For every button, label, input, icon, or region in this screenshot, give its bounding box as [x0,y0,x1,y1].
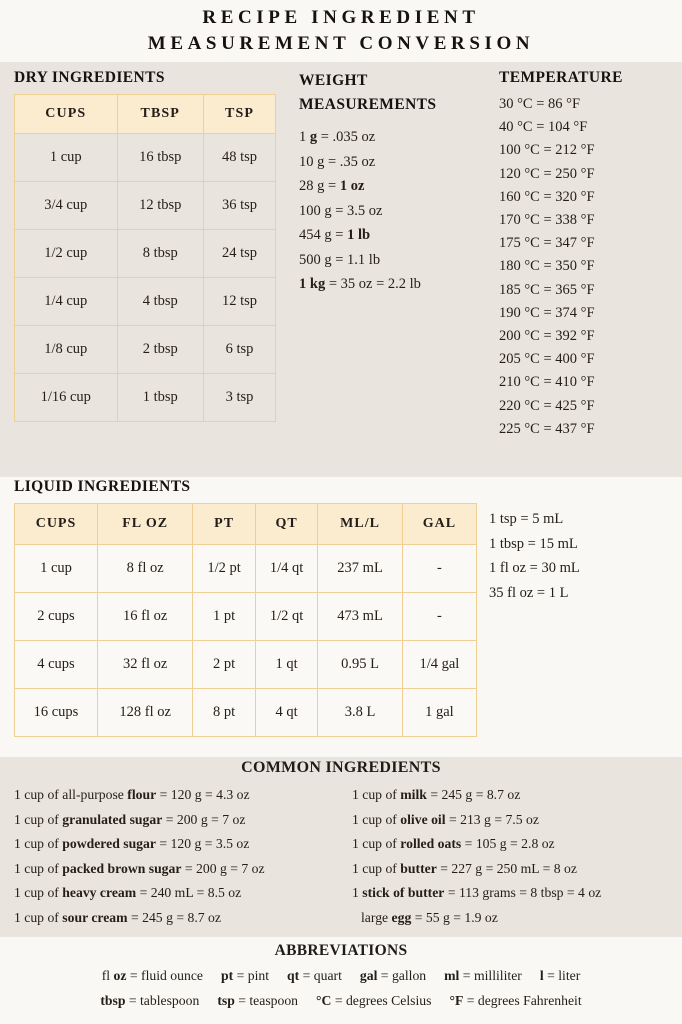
table-header-row [15,504,477,545]
emphasis: pt [220,968,234,983]
emphasis: qt [287,968,300,983]
column-header: TSP [204,95,276,134]
emphasis: gal [359,968,378,983]
liquid-ingredients-table [14,503,477,737]
table-cell: 4 cups [15,641,98,689]
weight-item: 1 g = .035 oz [299,129,376,145]
abbreviations-section [0,942,682,1013]
table-cell: 48 tsp [204,134,276,182]
table-cell: 4 qt [255,689,318,737]
table-cell: - [402,545,476,593]
abbreviation-item: l = liter [539,968,581,983]
weight-heading-line-2: MEASUREMENTS [299,96,437,113]
temperature-item: 100 °C = 212 °F [499,142,595,159]
weight-list [299,125,489,297]
abbreviation-item: pt = pint [220,968,270,983]
column-header: CUPS [15,504,98,545]
table-cell: 3 tsp [204,374,276,422]
title-line-2: MEASUREMENT CONVERSION [147,33,535,54]
page-title [0,0,682,62]
table-row [15,689,477,737]
dry-ingredients-table [14,94,276,422]
table-cell: 1/4 qt [255,545,318,593]
table-cell: 1 cup [15,134,118,182]
dry-ingredients-section [14,69,276,422]
liquid-conversion-item: 1 fl oz = 30 mL [489,560,580,576]
table-cell: 237 mL [318,545,402,593]
table-cell: 1/8 cup [15,326,118,374]
table-cell: 2 tbsp [117,326,203,374]
table-cell: 32 fl oz [97,641,192,689]
column-header: GAL [402,504,476,545]
weight-item: 10 g = .35 oz [299,153,376,170]
weight-measurements-section [299,69,489,297]
table-cell: 8 tbsp [117,230,203,278]
weight-heading-line-1: WEIGHT [299,72,368,89]
column-header: ML/L [318,504,402,545]
emphasis: l [539,968,544,983]
table-row [15,230,276,278]
emphasis: olive oil [400,811,446,827]
common-ingredient-item: 1 cup of milk = 245 g = 8.7 oz [352,787,521,802]
common-ingredient-item: 1 cup of powdered sugar = 120 g = 3.5 oz [14,836,250,852]
table-cell: 1/2 qt [255,593,318,641]
common-ingredient-item: 1 cup of all-purpose flour = 120 g = 4.3 oz [14,787,250,802]
common-ingredient-item: 1 cup of olive oil = 213 g = 7.5 oz [352,811,539,827]
abbreviation-item: fl oz = fluid ounce [101,968,203,983]
column-header: QT [255,504,318,545]
abbreviation-item: gal = gallon [359,968,427,983]
table-cell: 1/16 cup [15,374,118,422]
temperature-item: 200 °C = 392 °F [499,328,595,345]
temperature-item: 190 °C = 374 °F [499,304,595,321]
column-header: PT [193,504,256,545]
emphasis: heavy cream [62,885,137,901]
abbreviation-item: °F = degrees Fahrenheit [449,993,582,1008]
common-ingredient-item: 1 cup of granulated sugar = 200 g = 7 oz [14,811,246,827]
liquid-conversions-list [489,507,674,605]
table-cell: 1/4 gal [402,641,476,689]
abbreviations-row-2 [0,988,682,1013]
column-header: CUPS [15,95,118,134]
liquid-conversion-item: 1 tbsp = 15 mL [489,535,578,552]
table-row [15,593,477,641]
abbreviations-row-1 [0,963,682,988]
liquid-ingredients-heading: LIQUID INGREDIENTS [14,478,191,495]
abbreviation-item: qt = quart [287,968,342,983]
abbreviation-item: ml = milliliter [444,968,522,983]
common-ingredients-right-column [330,783,668,931]
common-ingredients-columns [0,783,682,931]
common-ingredient-item: 1 stick of butter = 113 grams = 8 tbsp = 4 oz [352,885,602,901]
emphasis: sour cream [62,909,128,925]
table-cell: 1/4 cup [15,278,118,326]
table-cell: 1 tbsp [117,374,203,422]
dry-ingredients-heading: DRY INGREDIENTS [14,69,165,86]
emphasis: powdered sugar [62,836,156,852]
temperature-item: 175 °C = 347 °F [499,235,595,252]
table-row [15,182,276,230]
liquid-conversion-item: 1 tsp = 5 mL [489,511,564,527]
emphasis: °C [316,993,332,1008]
emphasis: g [309,129,318,145]
emphasis: milk [400,787,427,802]
abbreviations-heading: ABBREVIATIONS [274,942,408,959]
temperature-section [499,69,679,441]
common-ingredient-item: 1 cup of heavy cream = 240 mL = 8.5 oz [14,885,242,901]
temperature-item: 205 °C = 400 °F [499,351,595,368]
table-cell: 8 pt [193,689,256,737]
temperature-item: 210 °C = 410 °F [499,374,595,391]
table-cell: 8 fl oz [97,545,192,593]
table-cell: 3/4 cup [15,182,118,230]
table-cell: 6 tsp [204,326,276,374]
common-ingredient-item: large egg = 55 g = 1.9 oz [361,909,498,925]
emphasis: granulated sugar [62,811,163,827]
table-cell: 0.95 L [318,641,402,689]
common-ingredients-heading: COMMON INGREDIENTS [241,759,441,776]
table-cell: 1 pt [193,593,256,641]
table-row [15,374,276,422]
table-row [15,134,276,182]
emphasis: tbsp [100,993,126,1008]
table-cell: 16 cups [15,689,98,737]
liquid-ingredients-section [14,478,477,737]
temperature-item: 220 °C = 425 °F [499,397,595,414]
table-cell: 36 tsp [204,182,276,230]
weight-item: 500 g = 1.1 lb [299,251,381,268]
common-ingredient-item: 1 cup of packed brown sugar = 200 g = 7 oz [14,860,265,876]
emphasis: flour [127,787,157,802]
table-cell: 473 mL [318,593,402,641]
table-cell: 1 gal [402,689,476,737]
emphasis: oz [113,968,127,983]
liquid-conversion-item: 35 fl oz = 1 L [489,584,569,601]
temperature-item: 30 °C = 86 °F [499,96,581,112]
emphasis: 1 lb [347,227,371,243]
table-cell: 12 tbsp [117,182,203,230]
temperature-list [499,93,679,441]
emphasis: 1 kg [299,276,326,292]
weight-item: 454 g = 1 lb [299,227,371,243]
common-ingredient-item: 1 cup of butter = 227 g = 250 mL = 8 oz [352,860,577,876]
table-cell: - [402,593,476,641]
table-header-row [15,95,276,134]
common-ingredient-item: 1 cup of sour cream = 245 g = 8.7 oz [14,909,221,925]
table-cell: 16 tbsp [117,134,203,182]
emphasis: butter [400,860,437,876]
abbreviation-item: tbsp = tablespoon [100,993,200,1008]
abbreviation-item: tsp = teaspoon [217,993,299,1008]
weight-item: 1 kg = 35 oz = 2.2 lb [299,276,421,292]
table-cell: 128 fl oz [97,689,192,737]
emphasis: rolled oats [400,836,462,852]
temperature-item: 120 °C = 250 °F [499,165,595,182]
temperature-item: 185 °C = 365 °F [499,281,595,298]
weight-item: 28 g = 1 oz [299,178,365,194]
temperature-item: 40 °C = 104 °F [499,119,588,136]
table-cell: 16 fl oz [97,593,192,641]
table-cell: 1 qt [255,641,318,689]
table-cell: 1 cup [15,545,98,593]
emphasis: stick of butter [362,885,445,901]
table-row [15,326,276,374]
table-cell: 2 cups [15,593,98,641]
emphasis: tsp [217,993,235,1008]
title-line-1: RECIPE INGREDIENT [202,7,480,28]
table-cell: 4 tbsp [117,278,203,326]
table-row [15,641,477,689]
temperature-item: 180 °C = 350 °F [499,258,595,275]
table-row [15,278,276,326]
temperature-item: 160 °C = 320 °F [499,188,595,205]
table-cell: 1/2 cup [15,230,118,278]
temperature-item: 225 °C = 437 °F [499,420,595,437]
temperature-heading: TEMPERATURE [499,69,623,86]
abbreviation-item: °C = degrees Celsius [316,993,432,1008]
emphasis: packed brown sugar [62,860,182,876]
column-header: TBSP [117,95,203,134]
emphasis: egg [391,909,412,925]
table-cell: 3.8 L [318,689,402,737]
emphasis: °F [449,993,464,1008]
temperature-item: 170 °C = 338 °F [499,212,595,229]
common-ingredient-item: 1 cup of rolled oats = 105 g = 2.8 oz [352,836,555,852]
common-ingredients-section [0,759,682,931]
emphasis: ml [444,968,460,983]
weight-item: 100 g = 3.5 oz [299,202,383,219]
table-row [15,545,477,593]
table-cell: 2 pt [193,641,256,689]
column-header: FL OZ [97,504,192,545]
emphasis: 1 oz [339,178,365,194]
table-cell: 24 tsp [204,230,276,278]
table-cell: 12 tsp [204,278,276,326]
table-cell: 1/2 pt [193,545,256,593]
common-ingredients-left-column [14,783,330,931]
